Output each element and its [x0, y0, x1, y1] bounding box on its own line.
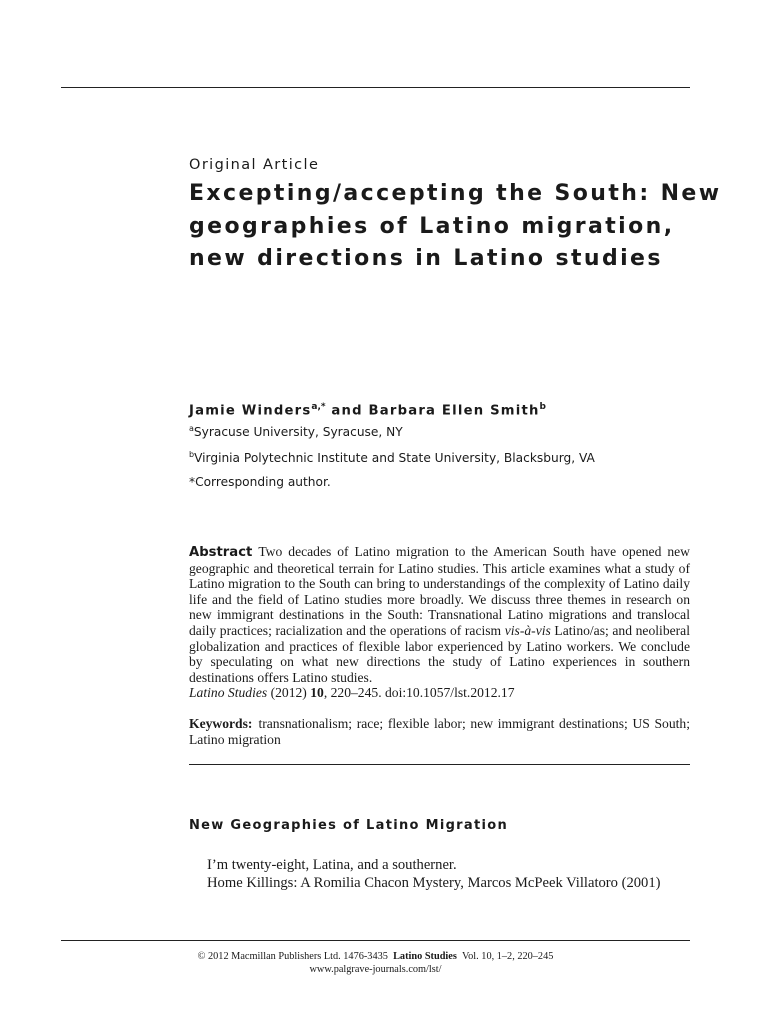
citation-journal: Latino Studies [189, 685, 268, 701]
author-conjunction: and [325, 403, 369, 419]
article-type: Original Article [189, 157, 320, 173]
abstract-text: Latino/as; and neoliberal globalization and practices of flexible labor experienced by Latino workers. We conclude by speculating on what new directions the study of Latino experiences in southern destinations offers Latino studies. [189, 622, 690, 685]
author-affiliation-mark: a,* [311, 402, 326, 412]
article-title [189, 178, 722, 276]
affiliation-text: Syracuse University, Syracuse, NY [193, 425, 403, 440]
citation-volume: 10 [310, 685, 324, 701]
citation-pages-doi: , 220–245. doi:10.1057/lst.2012.17 [323, 685, 515, 701]
title-line: geographies of Latino migration, [189, 213, 675, 239]
affiliation-mark: b [189, 450, 195, 459]
affiliation-text: Virginia Polytechnic Institute and State University, Blacksburg, VA [194, 451, 595, 466]
footer-url: www.palgrave-journals.com/lst/ [309, 964, 442, 975]
corresponding-author-note: *Corresponding author. [189, 475, 331, 489]
abstract-label: Abstract [189, 545, 253, 560]
title-line: new directions in Latino studies [189, 246, 663, 271]
footer-journal: Latino Studies [393, 951, 457, 962]
epigraph-quote: I’m twenty-eight, Latina, and a southerner. [207, 857, 457, 873]
author-name: Jamie Winders [189, 403, 312, 419]
footer-rule [61, 940, 690, 941]
abstract-text: Two decades of Latino migration to the American South have opened new geographic and theoretical terrain for Latino studies. This article examines what a study of Latino migration to the South can bring to understandings of the complexity of Latino daily life and the field of Latino studies more broadly. We discuss three themes in research on new immigrant destinations in the South: Transnational Latino migrations and translocal daily practices; racialization and the operations of racism [189, 544, 690, 638]
footer-publication-line [61, 950, 690, 963]
title-line: Excepting/accepting the South: New [189, 181, 722, 206]
author-affiliation-mark: b [539, 402, 546, 412]
affiliation [189, 424, 403, 439]
epigraph [207, 856, 675, 892]
author-list [189, 402, 546, 418]
abstract-italic-phrase: vis-à-vis [504, 622, 551, 638]
footer-volume: Vol. 10, 1–2, 220–245 [462, 951, 554, 962]
article-citation [189, 685, 690, 701]
footer-copyright: © 2012 Macmillan Publishers Ltd. 1476-3435 [197, 951, 388, 962]
abstract [189, 544, 690, 701]
keywords [189, 716, 690, 748]
citation-year: (2012) [267, 685, 311, 701]
epigraph-source: Home Killings: A Romilia Chacon Mystery, Marcos McPeek Villatoro (2001) [207, 875, 661, 891]
affiliation-mark: a [189, 424, 194, 433]
keywords-text: transnationalism; race; flexible labor; new immigrant destinations; US South; Latino migration [189, 716, 690, 747]
affiliation [189, 450, 595, 465]
section-divider [189, 764, 690, 765]
page-footer [61, 950, 690, 976]
keywords-label: Keywords: [189, 716, 253, 731]
top-rule [61, 87, 690, 88]
author-name: Barbara Ellen Smith [368, 403, 540, 419]
section-heading: New Geographies of Latino Migration [189, 818, 509, 833]
